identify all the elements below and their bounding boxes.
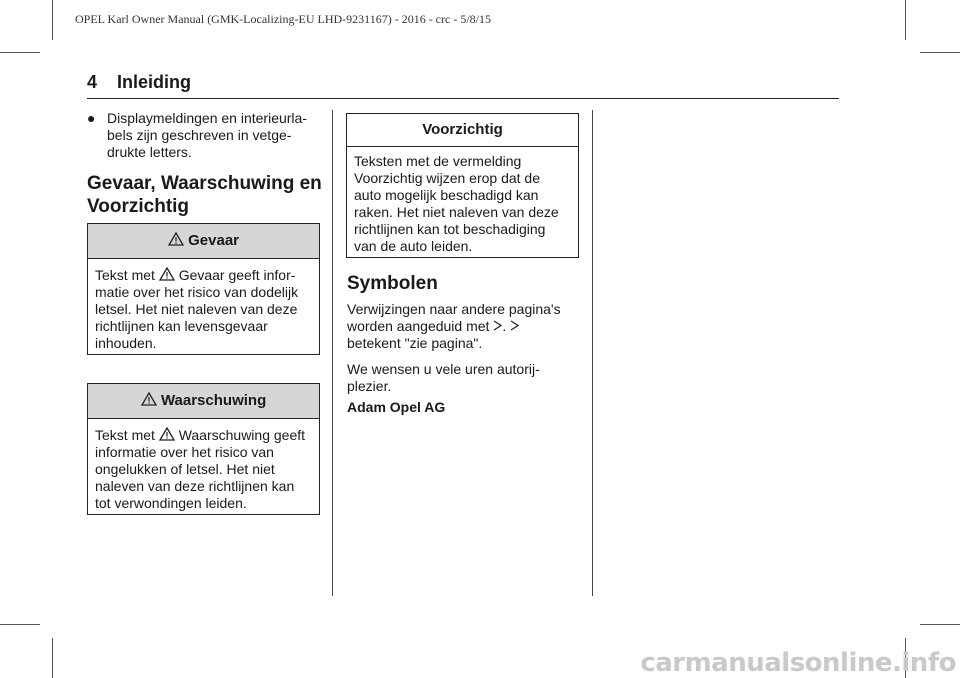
crop-mark	[920, 52, 960, 53]
caution-box	[346, 113, 579, 258]
document-meta-header: OPEL Karl Owner Manual (GMK-Localizing-EU LHD-9231167) - 2016 - crc - 5/8/15	[75, 12, 491, 26]
warning-triangle-icon	[159, 267, 175, 281]
closing-paragraph: We wensen u vele uren autorij-plezier.	[347, 361, 540, 394]
caution-box-body	[347, 147, 578, 255]
crop-mark	[920, 624, 960, 625]
crop-mark	[0, 52, 40, 53]
caution-box-heading: Voorzichtig	[422, 121, 503, 138]
warning-box	[87, 383, 320, 515]
danger-box-heading: Gevaar	[188, 232, 240, 249]
warning-box-header	[88, 384, 319, 419]
warning-box-heading: Waarschuwing	[160, 392, 267, 409]
symbols-title: Symbolen	[347, 273, 438, 294]
bullet-text: Displaymeldingen en interieurla-bels zijn geschreven in vetge-drukte letters.	[107, 110, 307, 160]
danger-body-text: Gevaar geeft infor-matie over het risico van dodelijk letsel. Het niet naleven van deze richtlijnen kan levensgevaar inhouden.	[95, 267, 299, 351]
warning-triangle-icon	[168, 232, 184, 246]
column-divider	[332, 110, 333, 596]
page-reference-arrow-icon	[510, 320, 519, 331]
symbols-text-before: Verwijzingen naar andere pagina's worden aangeduid met	[347, 301, 561, 334]
header-rule	[87, 98, 839, 99]
danger-box-body	[88, 259, 319, 352]
caution-body-text: Teksten met de vermelding Voorzichtig wijzen erop dat de auto mogelijk beschadigd kan raken. Het niet naleven van deze richtlijnen kan tot beschadiging van de auto leiden.	[354, 153, 559, 254]
danger-box	[87, 223, 320, 355]
symbols-text-mid: .	[502, 318, 507, 334]
watermark: carmanualsonline.info	[640, 648, 956, 678]
danger-box-header	[88, 224, 319, 259]
bullet-marker: ●	[87, 110, 96, 126]
caution-box-header	[347, 114, 578, 147]
warning-lead-text: Tekst met	[95, 427, 155, 443]
warning-box-body	[88, 419, 319, 512]
page-reference-arrow-icon	[493, 320, 502, 331]
warning-triangle-icon	[141, 392, 157, 406]
crop-mark	[905, 0, 906, 40]
chapter-title: Inleiding	[117, 72, 192, 92]
signature: Adam Opel AG	[347, 399, 446, 415]
page-number: 4	[87, 72, 98, 92]
warning-body-text: Waarschuwing geeft informatie over het risico van ongelukken of letsel. Het niet naleven van deze richtlijnen kan tot verwondingen leiden.	[95, 427, 306, 511]
danger-lead-text: Tekst met	[95, 267, 155, 283]
crop-mark	[52, 0, 53, 40]
column-divider	[592, 110, 593, 596]
symbols-paragraph	[347, 301, 577, 352]
symbols-text-after: betekent "zie pagina".	[347, 335, 483, 351]
crop-mark	[52, 638, 53, 678]
crop-mark	[0, 624, 40, 625]
section-title: Gevaar, Waarschuwing en Voorzichtig	[87, 173, 322, 217]
page-heading	[87, 72, 191, 93]
warning-triangle-icon	[159, 427, 175, 441]
